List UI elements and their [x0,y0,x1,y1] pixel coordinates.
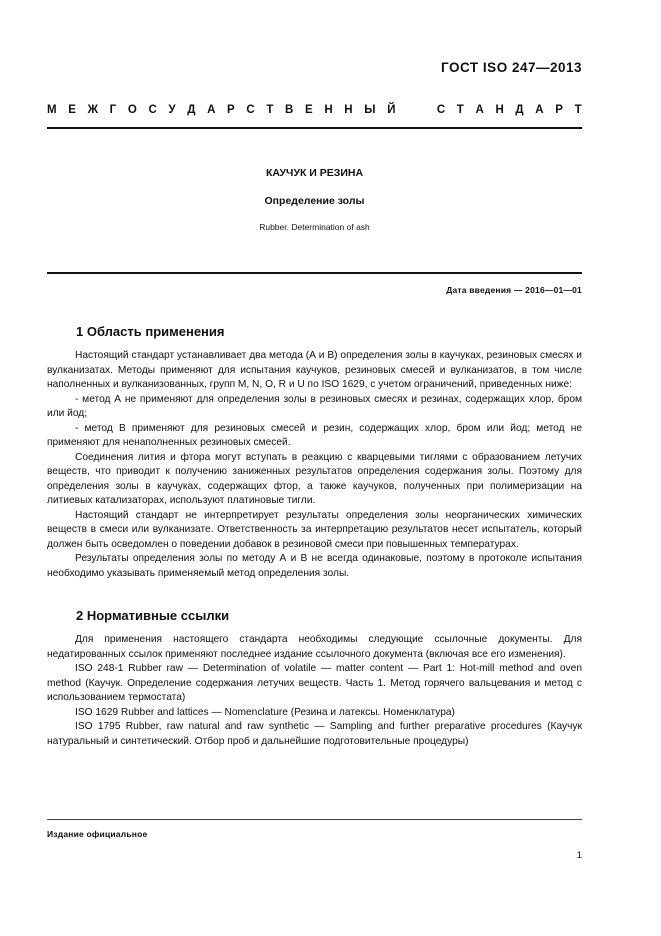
section-1-heading: 1 Область применения [76,324,225,339]
interstate-standard-label [47,104,582,116]
page-number: 1 [576,850,582,861]
interstate-standard-letter: У [168,104,176,116]
interstate-standard-letter: Т [456,104,464,116]
reference-item: ISO 248-1 Rubber raw — Determination of volatile — matter content — Part 1: Hot-mill method and oven method (Каучук. Определение содержания летучих веществ. Часть 1. Метод горячего вальцевания и метод с использованием термостата) [47,663,582,703]
interstate-standard-letter: Н [324,104,333,116]
reference-item: ISO 1629 Rubber and lattices — Nomenclature (Резина и латексы. Номенклатура) [75,706,455,718]
paragraph: Результаты определения золы по методу А и В не всегда одинаковые, поэтому в протоколе испытания необходимо указывать применяемый метод определения золы. [47,553,582,579]
reference-item: ISO 1795 Rubber, raw natural and raw synthetic — Sampling and further preparative procedures (Каучук натуральный и синтетический. Отбор проб и дальнейшие подготовительные процедуры) [47,721,582,747]
section-1-body [47,349,582,581]
interstate-standard-letter: Е [68,104,76,116]
interstate-standard-letter: Н [495,104,504,116]
interstate-standard-letter: Т [574,104,582,116]
paragraph: - метод А не применяют для определения золы в резиновых смесях и резинах, содержащих хлор, бром или йод; [47,393,582,419]
interstate-standard-letter: Д [515,104,524,116]
header-rule [47,127,582,129]
interstate-standard-letter: А [475,104,484,116]
standard-subtitle: Определение золы [264,195,365,207]
interstate-standard-letter: Е [305,104,313,116]
section-2-heading: 2 Нормативные ссылки [76,608,230,623]
standard-title: КАУЧУК И РЕЗИНА [265,167,364,179]
paragraph: Настоящий стандарт устанавливает два метода (А и В) определения золы в каучуках, резиновых смесях и вулканизатах. Методы применяют для испытания каучуков, резиновых смесей и вулканизатов, в том числе наполненных и вулканизованных, групп M, N, O, R и U по ISO 1629, с учетом ограничений, приведенных ниже: [47,350,582,390]
document-code: ГОСТ ISO 247—2013 [441,60,582,75]
interstate-standard-letter: В [285,104,294,116]
footer-rule [47,819,582,820]
interstate-standard-letter: С [436,104,446,116]
interstate-standard-letter: А [535,104,544,116]
interstate-standard-letter [422,104,425,116]
interstate-standard-letter: Р [555,104,563,116]
standard-english-title: Rubber. Determination of ash [259,222,370,232]
interstate-standard-letter: Й [387,104,396,116]
interstate-standard-letter: М [47,104,57,116]
interstate-standard-letter: Г [109,104,117,116]
interstate-standard-letter: О [127,104,137,116]
interstate-standard-letter: Д [187,104,196,116]
interstate-standard-letter: С [148,104,157,116]
interstate-standard-letter: Т [266,104,274,116]
interstate-standard-letter: Ж [87,104,98,116]
interstate-standard-letter: Н [344,104,353,116]
paragraph: Настоящий стандарт не интерпретирует результаты определения золы неорганических химических веществ в смеси или вулканизате. Ответственность за интерпретацию результатов несет испытатель, который должен быть осведомлен о поведении добавок в резиновой смеси при повышенных температурах. [47,509,582,550]
section-2-body [47,633,582,749]
paragraph: Для применения настоящего стандарта необходимы следующие ссылочные документы. Для недатированных ссылок применяют последнее издание ссылочного документа (включая все его изменения). [47,634,582,660]
paragraph: - метод В применяют для резиновых смесей и резин, содержащих хлор, бром или йод; метод не применяют для ненаполненных резиновых смесей. [47,422,582,448]
official-edition-label: Издание официальное [47,829,148,839]
paragraph: Соединения лития и фтора могут вступать в реакцию с кварцевыми тиглями с образованием летучих веществ, что приводит к получению заниженных результатов определения содержания золы. Поэтому для определения золы в каучуках, содержащих фтор, а также каучуков, полученных при полимеризации на литиевых катализаторах, используют платиновые тигли. [47,451,582,506]
interstate-standard-letter: Ы [364,104,376,116]
interstate-standard-letter [407,104,410,116]
interstate-standard-letter: А [207,104,216,116]
introduction-date: Дата введения — 2016—01—01 [446,285,582,295]
interstate-standard-letter: Р [227,104,235,116]
interstate-standard-letter: С [246,104,255,116]
title-rule [47,272,582,274]
